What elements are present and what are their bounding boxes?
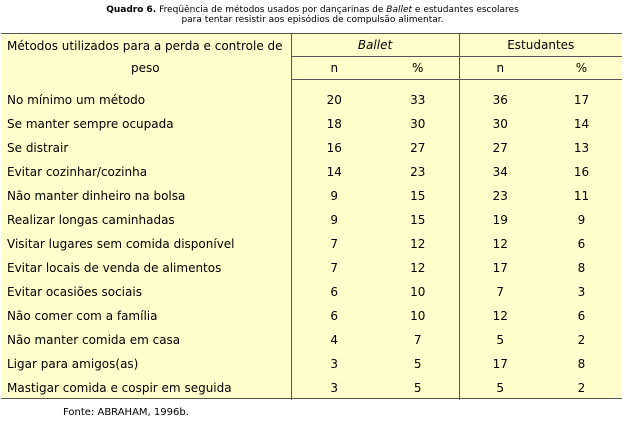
- method-cell: Evitar cozinhar/cozinha: [7, 165, 148, 179]
- ballet-n-cell: 6: [291, 280, 377, 304]
- source-note: Fonte: ABRAHAM, 1996b.: [63, 407, 189, 418]
- students-pct-header: %: [541, 57, 622, 80]
- caption-line-2: para tentar resistir aos episódios de compulsão alimentar.: [181, 15, 444, 25]
- ballet-n-cell: 4: [291, 328, 377, 352]
- table-row: [1, 328, 622, 352]
- caption-line-1: [0, 5, 625, 15]
- method-cell: Visitar lugares sem comida disponível: [7, 237, 235, 251]
- students-n-cell: 12: [459, 304, 541, 328]
- table-row: [1, 184, 622, 208]
- table-row: [1, 304, 622, 328]
- ballet-pct-header: %: [377, 57, 459, 80]
- students-n-cell: 17: [459, 352, 541, 376]
- students-pct-cell: 6: [577, 237, 586, 251]
- method-cell: No mínimo um método: [7, 93, 146, 107]
- students-n-cell: 5: [459, 328, 541, 352]
- ballet-n-cell: 14: [291, 160, 377, 184]
- caption-text-before: Freqüência de métodos usados por dançarinas de: [156, 5, 387, 15]
- students-pct-cell: 2: [577, 381, 586, 395]
- method-cell: Realizar longas caminhadas: [7, 213, 175, 227]
- students-n-cell: 17: [459, 256, 541, 280]
- method-header-line-1: Métodos utilizados para a perda e controle de: [7, 38, 283, 53]
- ballet-pct-cell: 23: [410, 165, 426, 179]
- students-n-cell: 12: [459, 232, 541, 256]
- table-row: [1, 136, 622, 160]
- students-n-cell: 19: [459, 208, 541, 232]
- method-cell: Ligar para amigos(as): [7, 357, 139, 371]
- students-n-cell: 27: [459, 136, 541, 160]
- ballet-pct-cell: 5: [413, 381, 422, 395]
- method-cell: Evitar ocasiões sociais: [7, 285, 142, 299]
- ballet-pct-cell: 27: [410, 141, 426, 155]
- students-pct-cell: 13: [573, 141, 590, 155]
- ballet-n-cell: 20: [291, 88, 377, 112]
- ballet-group-header: Ballet: [291, 34, 459, 57]
- ballet-pct-cell: 10: [410, 285, 426, 299]
- students-n-cell: 30: [459, 112, 541, 136]
- students-n-cell: 7: [459, 280, 541, 304]
- ballet-pct-cell: 12: [410, 261, 426, 275]
- ballet-pct-cell: 30: [410, 117, 426, 131]
- ballet-pct-cell: 33: [410, 93, 426, 107]
- ballet-n-cell: 7: [291, 256, 377, 280]
- method-cell: Não manter comida em casa: [7, 333, 181, 347]
- ballet-pct-cell: 15: [410, 213, 426, 227]
- table-row: [1, 160, 622, 184]
- students-pct-cell: 9: [577, 213, 586, 227]
- students-n-cell: 36: [459, 88, 541, 112]
- students-pct-cell: 11: [573, 189, 590, 203]
- ballet-pct-cell: 7: [413, 333, 422, 347]
- header-spacer: [1, 80, 622, 89]
- students-n-cell: 34: [459, 160, 541, 184]
- method-cell: Se manter sempre ocupada: [7, 117, 174, 131]
- students-pct-cell: 2: [577, 333, 586, 347]
- ballet-pct-cell: 15: [410, 189, 426, 203]
- method-cell: Não manter dinheiro na bolsa: [7, 189, 186, 203]
- students-pct-cell: 8: [577, 261, 586, 275]
- ballet-pct-cell: 10: [410, 309, 426, 323]
- table-row: [1, 232, 622, 256]
- ballet-n-cell: 9: [291, 208, 377, 232]
- header-row-groups: [1, 34, 622, 57]
- ballet-pct-cell: 12: [410, 237, 426, 251]
- method-cell: Evitar locais de venda de alimentos: [7, 261, 222, 275]
- ballet-n-cell: 3: [291, 352, 377, 376]
- ballet-n-header: n: [291, 57, 377, 80]
- ballet-pct-cell: 5: [413, 357, 422, 371]
- students-pct-cell: 6: [577, 309, 586, 323]
- ballet-n-cell: 7: [291, 232, 377, 256]
- ballet-n-cell: 16: [291, 136, 377, 160]
- ballet-n-cell: 18: [291, 112, 377, 136]
- table-row: [1, 208, 622, 232]
- data-table: [1, 34, 622, 400]
- table-row: [1, 88, 622, 112]
- table-row: [1, 280, 622, 304]
- caption-label: Quadro 6.: [106, 5, 157, 15]
- method-column-header: [1, 34, 291, 80]
- method-cell: Não comer com a família: [7, 309, 158, 323]
- table-row: [1, 376, 622, 400]
- caption-text-italic: Ballet: [386, 5, 413, 15]
- caption-text-after: e estudantes escolares: [412, 5, 519, 15]
- students-pct-cell: 16: [573, 165, 590, 179]
- table-caption: [0, 5, 625, 25]
- data-table-container: [1, 33, 622, 399]
- students-pct-cell: 14: [573, 117, 590, 131]
- method-header-line-2: peso: [131, 60, 160, 75]
- students-n-header: n: [459, 57, 541, 80]
- ballet-n-cell: 6: [291, 304, 377, 328]
- method-cell: Se distrair: [7, 141, 69, 155]
- students-group-header: Estudantes: [459, 34, 622, 57]
- students-n-cell: 5: [459, 376, 541, 400]
- students-pct-cell: 8: [577, 357, 586, 371]
- method-cell: Mastigar comida e cospir em seguida: [7, 381, 232, 395]
- table-row: [1, 112, 622, 136]
- table-row: [1, 256, 622, 280]
- ballet-n-cell: 3: [291, 376, 377, 400]
- table-row: [1, 352, 622, 376]
- ballet-n-cell: 9: [291, 184, 377, 208]
- students-pct-cell: 3: [577, 285, 586, 299]
- students-n-cell: 23: [459, 184, 541, 208]
- students-pct-cell: 17: [573, 93, 590, 107]
